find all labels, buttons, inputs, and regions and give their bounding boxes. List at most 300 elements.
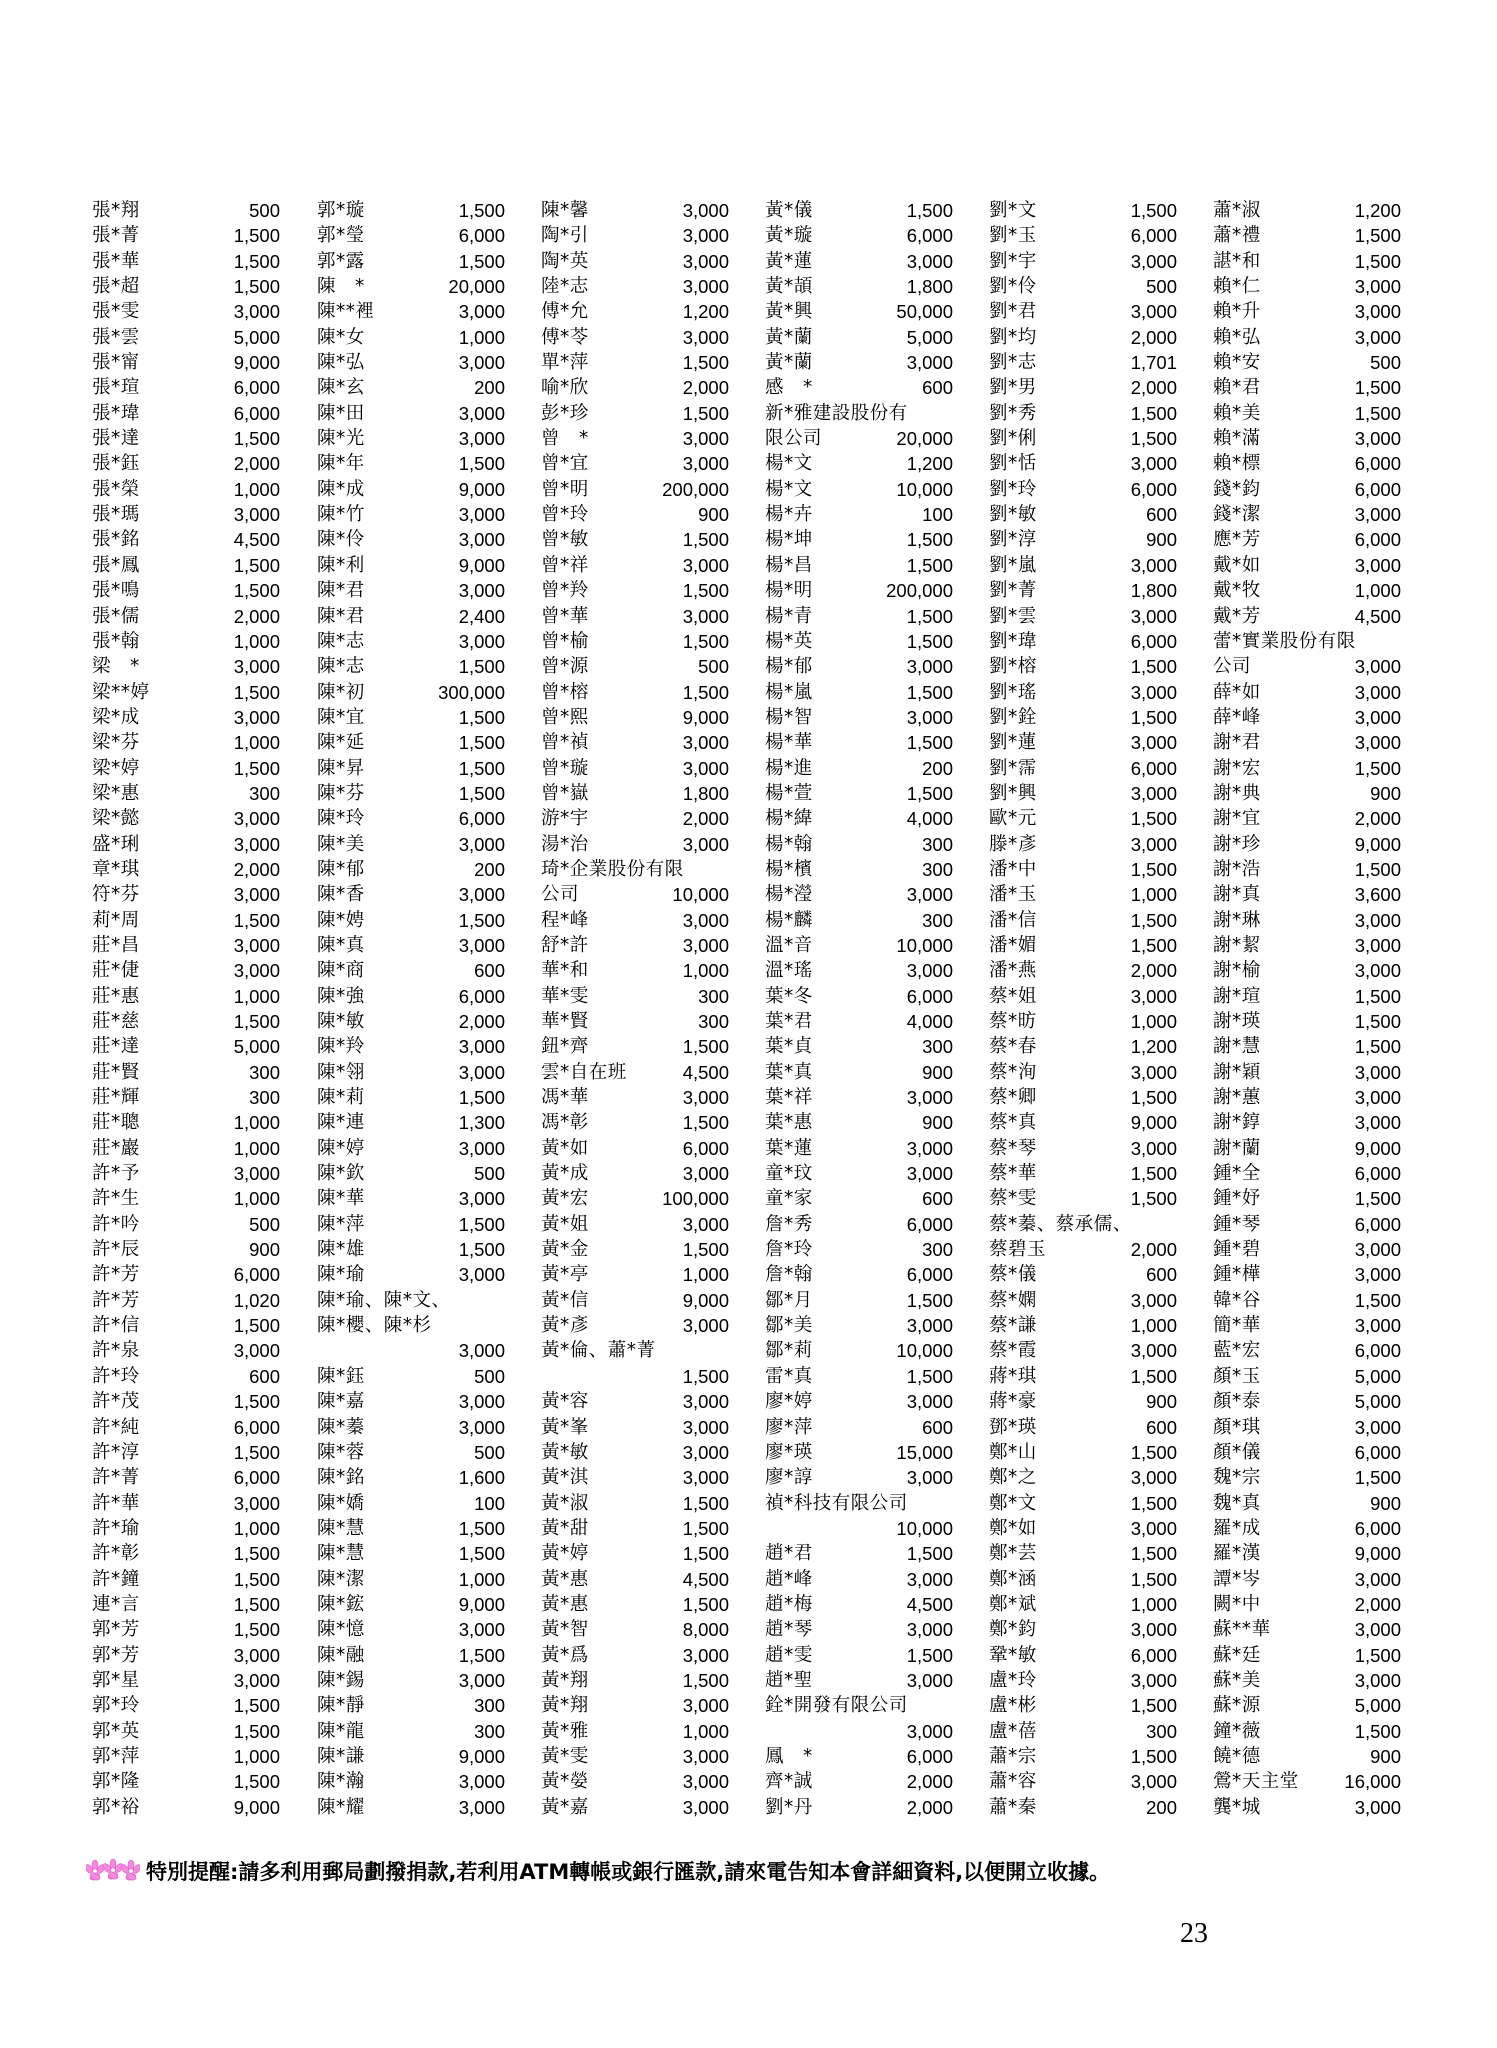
donor-name: 陳*商 <box>317 960 365 982</box>
donation-amount: 10,000 <box>672 884 729 906</box>
donor-name: 韓*谷 <box>1213 1289 1261 1311</box>
donor-row <box>765 249 953 274</box>
donation-amount: 6,000 <box>233 1264 280 1286</box>
donation-amount: 900 <box>1370 1492 1401 1514</box>
donation-amount: 4,500 <box>233 529 280 551</box>
donor-name: 賴*安 <box>1213 352 1261 374</box>
donation-amount: 3,000 <box>458 580 505 602</box>
donor-row <box>92 832 280 857</box>
donation-amount: 3,000 <box>682 605 729 627</box>
donation-amount: 1,200 <box>1354 200 1401 221</box>
donor-name: 劉*君 <box>989 301 1037 323</box>
donation-amount: 1,500 <box>458 656 505 678</box>
donor-name: 曾*嶽 <box>541 782 589 804</box>
donor-row <box>989 1491 1177 1516</box>
donor-name: 黃*彥 <box>541 1315 589 1337</box>
donor-row <box>317 350 505 375</box>
donation-amount: 3,000 <box>906 1467 953 1489</box>
donor-row <box>989 274 1177 299</box>
donation-amount: 1,500 <box>233 1593 280 1615</box>
donation-amount: 1,500 <box>1354 250 1401 272</box>
donor-row <box>541 249 729 274</box>
donation-amount: 1,500 <box>1130 1745 1177 1767</box>
donation-amount: 3,000 <box>1354 960 1401 982</box>
donor-row <box>92 1212 280 1237</box>
donor-name: 黃*亭 <box>541 1264 589 1286</box>
donation-amount: 1,500 <box>682 580 729 602</box>
donor-column-5 <box>989 198 1177 1820</box>
donor-row <box>765 299 953 324</box>
donor-name: 鄭*芸 <box>989 1543 1037 1565</box>
donor-name: 張*瑪 <box>92 504 140 526</box>
donor-name: 廖*婷 <box>765 1391 813 1413</box>
donation-amount: 8,000 <box>682 1619 729 1641</box>
donor-row <box>765 1313 953 1338</box>
donor-row <box>92 882 280 907</box>
donation-amount: 500 <box>1370 352 1401 374</box>
donation-amount: 3,000 <box>1130 1467 1177 1489</box>
donation-amount: 6,000 <box>458 808 505 830</box>
donor-row <box>1213 1465 1401 1490</box>
donor-row <box>317 527 505 552</box>
donation-amount: 200 <box>1146 1796 1177 1818</box>
donation-amount: 300 <box>249 782 280 804</box>
donor-row <box>765 527 953 552</box>
donation-amount: 5,000 <box>233 1036 280 1058</box>
donor-row <box>541 1136 729 1161</box>
donor-name: 莊*惠 <box>92 985 140 1007</box>
donor-row <box>541 527 729 552</box>
donor-name: 蕭*容 <box>989 1771 1037 1793</box>
donor-row <box>317 882 505 907</box>
donor-row <box>92 375 280 400</box>
donor-name: 陳*馨 <box>541 200 589 221</box>
donation-amount: 1,500 <box>233 580 280 602</box>
donor-row <box>765 1795 953 1820</box>
donation-amount: 3,000 <box>1130 1669 1177 1691</box>
donation-amount: 1,500 <box>906 630 953 652</box>
donor-name: 單*萍 <box>541 352 589 374</box>
donation-amount: 1,500 <box>458 757 505 779</box>
donation-amount: 6,000 <box>458 985 505 1007</box>
donation-amount: 3,000 <box>906 706 953 728</box>
donor-name: 葉*惠 <box>765 1112 813 1134</box>
donor-row <box>541 1617 729 1642</box>
donor-row <box>541 1465 729 1490</box>
donor-name: 蔡*儀 <box>989 1264 1037 1286</box>
donor-name: 黃*雅 <box>541 1720 589 1742</box>
donation-amount: 500 <box>698 656 729 678</box>
donor-name: 陳*伶 <box>317 529 365 551</box>
donor-name: 莊*慈 <box>92 1011 140 1032</box>
donor-name: 蘇*美 <box>1213 1669 1261 1691</box>
donor-row <box>541 604 729 629</box>
donation-amount: 500 <box>249 1213 280 1235</box>
donor-name: 鄭*涵 <box>989 1568 1037 1590</box>
donation-amount: 3,000 <box>1130 1061 1177 1083</box>
donor-name: 薛*峰 <box>1213 706 1261 728</box>
donor-name: 雷*真 <box>765 1365 813 1387</box>
donor-name: 黃*蘭 <box>765 326 813 348</box>
donor-name: 傅*允 <box>541 301 589 323</box>
donor-row <box>765 680 953 705</box>
donor-row <box>989 1237 1177 1262</box>
donation-amount: 4,500 <box>906 1593 953 1615</box>
donor-row <box>765 1440 953 1465</box>
donor-row <box>989 705 1177 730</box>
donation-amount: 200 <box>922 757 953 779</box>
donor-row <box>92 1060 280 1085</box>
donor-name: 葉*真 <box>765 1061 813 1083</box>
donor-row <box>541 223 729 248</box>
donor-row <box>989 1516 1177 1541</box>
donor-name: 盧*玲 <box>989 1669 1037 1691</box>
donor-row <box>317 1567 505 1592</box>
donor-row <box>541 1313 729 1338</box>
donor-name: 謝*蘭 <box>1213 1137 1261 1159</box>
donor-name: 楊*郁 <box>765 656 813 678</box>
donor-name: 郭*英 <box>92 1720 140 1742</box>
donation-amount: 300 <box>474 1695 505 1717</box>
donor-name: 陶*引 <box>541 225 589 247</box>
donation-amount: 1,500 <box>906 681 953 703</box>
donation-amount: 300 <box>698 985 729 1007</box>
donor-name: 許*茂 <box>92 1391 140 1413</box>
donation-amount: 1,500 <box>233 1391 280 1413</box>
donor-row <box>317 401 505 426</box>
donor-row <box>1213 375 1401 400</box>
donation-amount: 1,000 <box>1130 1011 1177 1032</box>
donor-row <box>541 1795 729 1820</box>
donation-amount: 1,800 <box>682 782 729 804</box>
donor-name: 許*信 <box>92 1315 140 1337</box>
donor-name: 楊*明 <box>765 580 813 602</box>
donation-amount: 3,000 <box>906 1568 953 1590</box>
donor-name: 鍾*妤 <box>1213 1188 1261 1210</box>
donation-amount: 900 <box>1370 782 1401 804</box>
donation-amount: 3,000 <box>682 1163 729 1185</box>
donation-amount: 5,000 <box>233 326 280 348</box>
donation-amount: 100,000 <box>662 1188 729 1210</box>
donor-row <box>317 1491 505 1516</box>
donor-name: 劉*蓮 <box>989 732 1037 754</box>
donor-name: 黃*興 <box>765 301 813 323</box>
donor-row <box>765 401 953 426</box>
donation-amount: 3,000 <box>233 504 280 526</box>
donation-amount: 3,000 <box>682 1087 729 1109</box>
donation-amount: 300 <box>1146 1720 1177 1742</box>
donation-amount: 9,000 <box>458 478 505 500</box>
donation-amount: 3,000 <box>682 757 729 779</box>
donor-name: 劉*銓 <box>989 706 1037 728</box>
donor-row <box>989 1136 1177 1161</box>
donor-name: 童*家 <box>765 1188 813 1210</box>
donor-name: 陳*香 <box>317 884 365 906</box>
donation-amount: 3,000 <box>458 504 505 526</box>
donor-name: 限公司 <box>765 428 823 450</box>
donor-row <box>317 1110 505 1135</box>
donation-amount: 3,000 <box>682 1441 729 1463</box>
donor-name: 趙*梅 <box>765 1593 813 1615</box>
donor-name: 盛*琍 <box>92 833 140 855</box>
donor-name: 楊*檳 <box>765 858 813 880</box>
donation-amount: 5,000 <box>1354 1695 1401 1717</box>
donor-name: 趙*君 <box>765 1543 813 1565</box>
donor-name: 梁**婷 <box>92 681 150 703</box>
donor-row <box>765 553 953 578</box>
donor-row <box>92 1415 280 1440</box>
donor-row <box>92 1617 280 1642</box>
donor-row <box>92 1288 280 1313</box>
donation-amount: 900 <box>698 504 729 526</box>
donor-row <box>765 426 953 451</box>
donor-row <box>1213 604 1401 629</box>
donor-name: 蕭*淑 <box>1213 200 1261 221</box>
donor-row <box>765 705 953 730</box>
donor-name: 蔡*真 <box>989 1112 1037 1134</box>
donation-amount: 1,500 <box>1130 909 1177 931</box>
donor-row <box>989 984 1177 1009</box>
donation-amount: 1,500 <box>233 909 280 931</box>
donor-row <box>1213 502 1401 527</box>
donor-name: 琦*企業股份有限 <box>541 858 684 880</box>
donor-name: 郭*芳 <box>92 1644 140 1666</box>
donation-amount: 3,000 <box>682 833 729 855</box>
donor-row <box>92 1491 280 1516</box>
donor-row <box>92 629 280 654</box>
donation-amount: 3,000 <box>458 1796 505 1818</box>
donor-name: 曾*明 <box>541 478 589 500</box>
donation-amount: 1,800 <box>906 276 953 298</box>
donor-name: 張*榮 <box>92 478 140 500</box>
donation-amount: 3,000 <box>682 200 729 221</box>
donation-amount: 1,500 <box>233 428 280 450</box>
donation-amount: 3,000 <box>1130 250 1177 272</box>
donor-name: 莊*巖 <box>92 1137 140 1159</box>
donor-name: 劉*雲 <box>989 605 1037 627</box>
donation-amount: 3,000 <box>458 833 505 855</box>
donor-row <box>541 756 729 781</box>
donor-row <box>1213 1795 1401 1820</box>
donor-row <box>1213 1389 1401 1414</box>
donor-name: 黃*智 <box>541 1619 589 1641</box>
donation-amount: 3,000 <box>906 352 953 374</box>
donor-row <box>541 1693 729 1718</box>
donor-row <box>541 1415 729 1440</box>
donation-amount: 1,000 <box>233 1112 280 1134</box>
donation-amount: 3,000 <box>1354 301 1401 323</box>
donor-row <box>317 1592 505 1617</box>
donor-row <box>765 882 953 907</box>
donor-name: 莊*輝 <box>92 1087 140 1109</box>
donor-row <box>765 1136 953 1161</box>
donation-amount: 3,000 <box>458 529 505 551</box>
donation-amount: 1,500 <box>233 276 280 298</box>
donation-amount: 3,000 <box>1130 1340 1177 1362</box>
donation-amount: 3,000 <box>1354 504 1401 526</box>
donation-amount: 1,500 <box>906 605 953 627</box>
donor-name: 陳*憶 <box>317 1619 365 1641</box>
donation-amount: 1,500 <box>682 1492 729 1514</box>
donor-row <box>317 756 505 781</box>
donor-row <box>92 933 280 958</box>
donor-name: 謝*絜 <box>1213 934 1261 956</box>
donor-name: 陳*芬 <box>317 782 365 804</box>
donor-name: 賴*仁 <box>1213 276 1261 298</box>
donation-amount: 3,000 <box>682 276 729 298</box>
donation-amount: 1,500 <box>458 1517 505 1539</box>
donor-name: 許*泉 <box>92 1340 140 1362</box>
donor-row <box>1213 1744 1401 1769</box>
donor-row <box>1213 1693 1401 1718</box>
donor-row <box>317 1364 505 1389</box>
donor-name: 蔡*春 <box>989 1036 1037 1058</box>
donor-name: 梁 * <box>92 656 140 678</box>
donor-row <box>1213 350 1401 375</box>
donor-row <box>1213 401 1401 426</box>
donor-row <box>1213 451 1401 476</box>
donor-name: 傅*苓 <box>541 326 589 348</box>
donor-row <box>541 781 729 806</box>
donor-row <box>765 908 953 933</box>
donation-amount: 5,000 <box>1354 1391 1401 1413</box>
donor-name: 詹*翰 <box>765 1264 813 1286</box>
donor-row <box>1213 1262 1401 1287</box>
donation-amount: 1,500 <box>233 1011 280 1032</box>
donor-name: 陳*女 <box>317 326 365 348</box>
donor-name: 葉*祥 <box>765 1087 813 1109</box>
donor-name: 張*鳳 <box>92 554 140 576</box>
donor-row <box>92 1338 280 1363</box>
donor-row <box>989 1415 1177 1440</box>
donor-name: 謝*蕙 <box>1213 1087 1261 1109</box>
donor-name: 黃*容 <box>541 1391 589 1413</box>
donor-name: 劉*玲 <box>989 478 1037 500</box>
donor-row <box>541 1643 729 1668</box>
donor-row <box>92 350 280 375</box>
donation-amount: 9,000 <box>1354 1137 1401 1159</box>
donor-row <box>765 730 953 755</box>
donation-amount: 3,000 <box>682 1315 729 1337</box>
donation-amount: 1,500 <box>458 1644 505 1666</box>
donor-name: 蔡*華 <box>989 1163 1037 1185</box>
donor-row <box>1213 1643 1401 1668</box>
donor-name: 黃*金 <box>541 1239 589 1261</box>
donation-amount: 3,000 <box>458 934 505 956</box>
donor-row <box>765 502 953 527</box>
donation-amount: 3,000 <box>1130 1771 1177 1793</box>
donor-name: 禎*科技有限公司 <box>765 1492 908 1514</box>
donor-row <box>541 1110 729 1135</box>
donation-amount: 3,000 <box>682 250 729 272</box>
donor-row <box>765 1288 953 1313</box>
donation-amount: 20,000 <box>896 428 953 450</box>
donor-row <box>989 578 1177 603</box>
donor-name: 黃*翔 <box>541 1669 589 1691</box>
donor-row <box>541 1262 729 1287</box>
donation-amount: 1,020 <box>233 1289 280 1311</box>
donor-row <box>1213 629 1401 654</box>
donor-name: 曾*榆 <box>541 630 589 652</box>
donor-name: 溫*音 <box>765 934 813 956</box>
donation-amount: 3,000 <box>906 1669 953 1691</box>
donation-amount: 1,000 <box>682 960 729 982</box>
donor-row <box>989 1592 1177 1617</box>
donor-name: 陳*延 <box>317 732 365 754</box>
donation-amount: 3,000 <box>1354 1796 1401 1818</box>
donor-name: 馮*彰 <box>541 1112 589 1134</box>
donation-amount: 3,000 <box>458 1669 505 1691</box>
donor-name: 黃*惠 <box>541 1568 589 1590</box>
donor-row <box>317 502 505 527</box>
donor-name: 趙*聖 <box>765 1669 813 1691</box>
donation-amount: 3,000 <box>458 1340 505 1362</box>
donor-row <box>317 1643 505 1668</box>
donor-row <box>1213 553 1401 578</box>
donation-amount: 10,000 <box>896 478 953 500</box>
donation-amount: 3,000 <box>458 352 505 374</box>
donor-row <box>541 477 729 502</box>
donor-row <box>1213 1491 1401 1516</box>
donor-row <box>1213 299 1401 324</box>
donor-name: 許*鐘 <box>92 1568 140 1590</box>
donor-name: 曾*榕 <box>541 681 589 703</box>
donor-name: 劉*均 <box>989 326 1037 348</box>
donor-row <box>1213 1440 1401 1465</box>
donation-amount: 3,000 <box>906 1619 953 1641</box>
donor-name: 游*宇 <box>541 808 589 830</box>
donor-row <box>765 274 953 299</box>
donation-amount: 3,000 <box>682 1695 729 1717</box>
donor-name: 饒*德 <box>1213 1745 1261 1767</box>
donation-amount: 9,000 <box>233 1796 280 1818</box>
donor-row <box>541 882 729 907</box>
donor-row <box>1213 274 1401 299</box>
donation-amount: 1,500 <box>906 554 953 576</box>
donation-amount: 1,500 <box>906 732 953 754</box>
donor-name: 張*甯 <box>92 352 140 374</box>
donor-row <box>92 274 280 299</box>
donation-amount: 1,500 <box>1354 858 1401 880</box>
donor-name: 謝*瑛 <box>1213 1011 1261 1032</box>
donation-amount: 900 <box>922 1061 953 1083</box>
donor-name: 鄒*月 <box>765 1289 813 1311</box>
donor-name: 黃*嫈 <box>541 1771 589 1793</box>
donor-name: 賴*標 <box>1213 453 1261 475</box>
donor-row <box>1213 882 1401 907</box>
donation-amount: 1,500 <box>1354 1188 1401 1210</box>
donor-row <box>541 1338 729 1363</box>
donor-row <box>989 249 1177 274</box>
donor-row <box>92 1744 280 1769</box>
donation-amount: 500 <box>474 1365 505 1387</box>
donor-name: 戴*牧 <box>1213 580 1261 602</box>
donor-name: 陳 * <box>317 276 365 298</box>
donor-row <box>317 629 505 654</box>
donation-amount: 9,000 <box>1130 1112 1177 1134</box>
donation-amount: 1,500 <box>1354 985 1401 1007</box>
donor-name: 黃*惠 <box>541 1593 589 1615</box>
donation-amount: 1,000 <box>1130 1593 1177 1615</box>
donor-row <box>317 984 505 1009</box>
donation-amount: 3,000 <box>233 960 280 982</box>
donor-row <box>1213 705 1401 730</box>
donor-row <box>765 1338 953 1363</box>
donation-amount: 500 <box>474 1441 505 1463</box>
donor-row <box>541 1389 729 1414</box>
donor-row <box>317 553 505 578</box>
donor-name: 蔡*昉 <box>989 1011 1037 1032</box>
